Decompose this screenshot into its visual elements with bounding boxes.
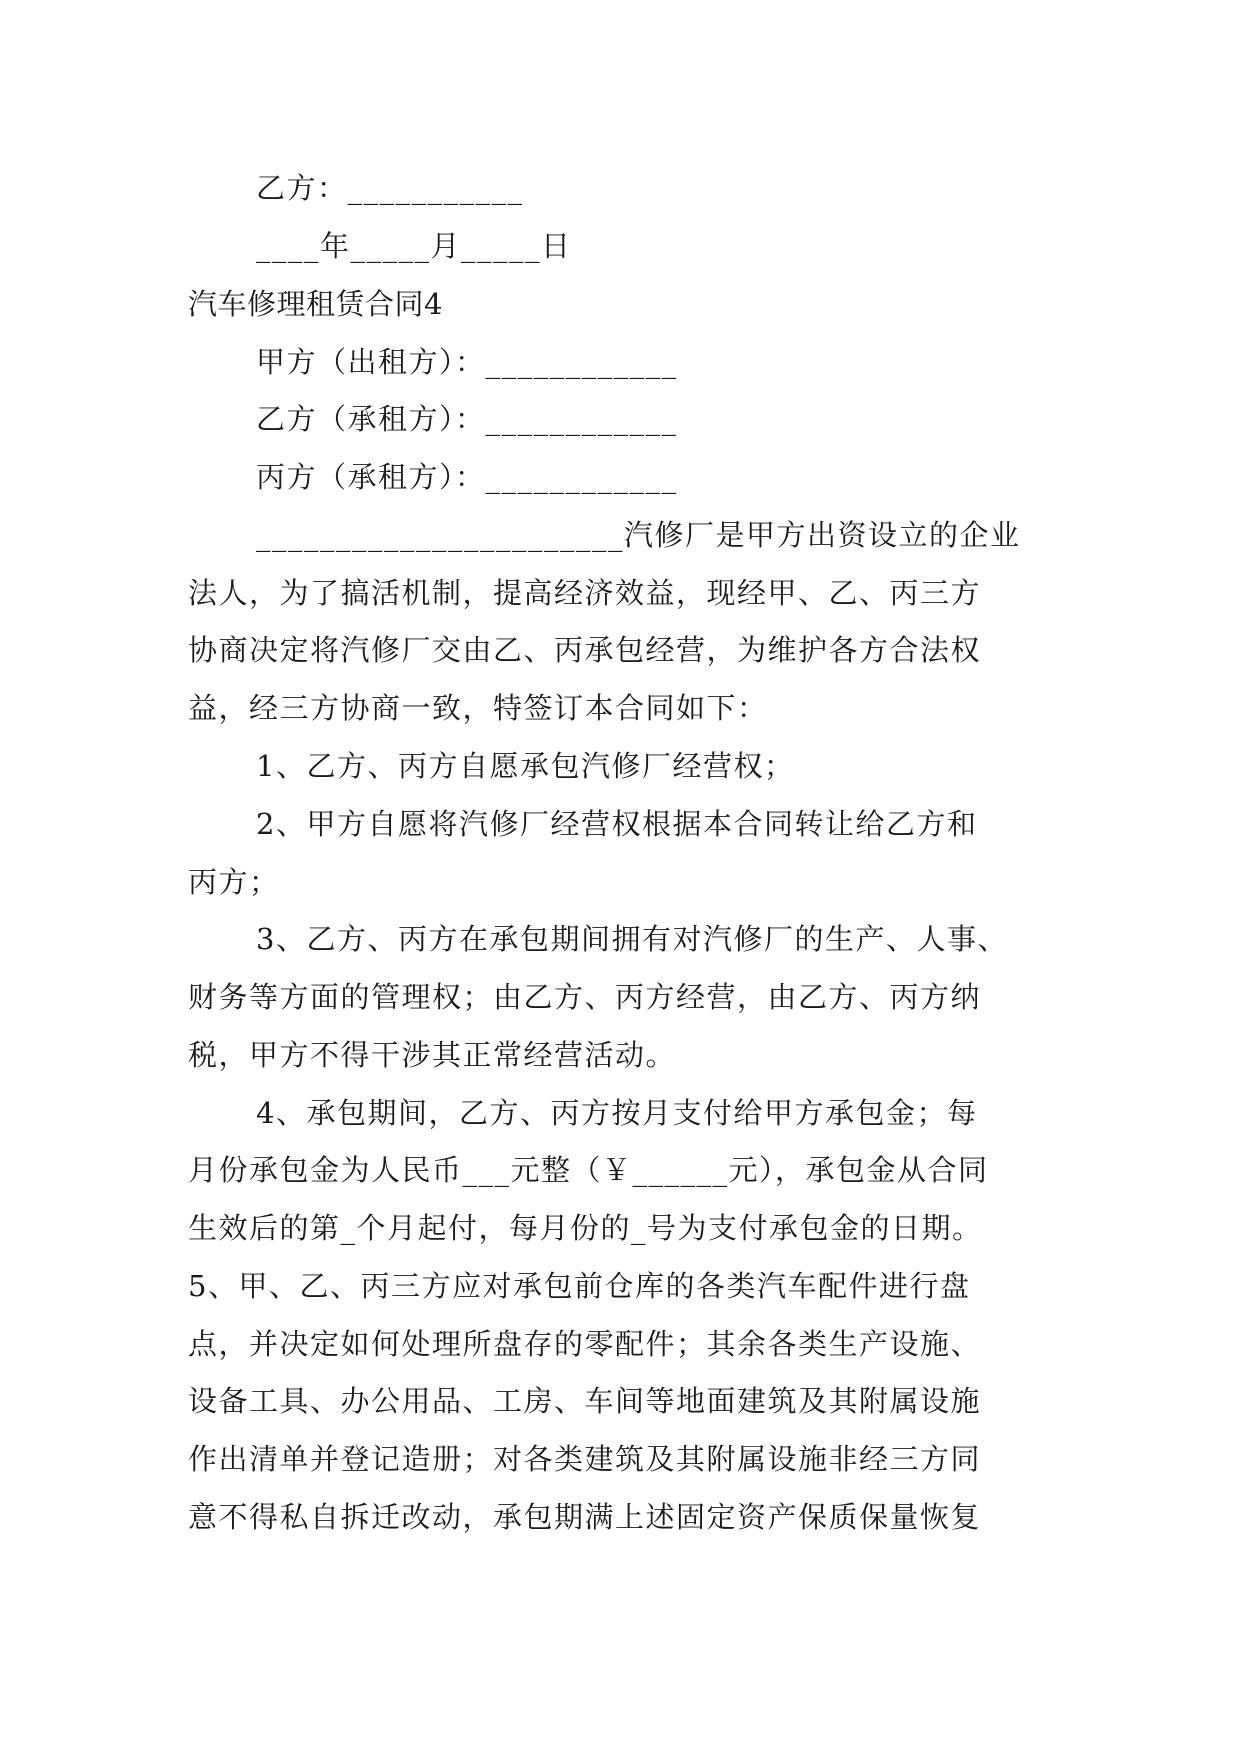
clause-5: 5、甲、乙、丙三方应对承包前仓库的各类汽车配件进行盘 — [188, 1269, 971, 1303]
paragraph-line: 作出清单并登记造册；对各类建筑及其附属设施非经三方同 — [188, 1442, 982, 1476]
paragraph-line: 丙方； — [188, 865, 280, 899]
party-c-line: 丙方（承租方）：____________ — [256, 460, 678, 494]
paragraph-line: 法人，为了搞活机制，提高经济效益，现经甲、乙、丙三方 — [188, 576, 982, 610]
party-b-line: 乙方（承租方）：____________ — [256, 402, 678, 436]
paragraph-line: 设备工具、办公用品、工房、车间等地面建筑及其附属设施 — [188, 1384, 982, 1418]
date-line: ____年_____月_____日 — [256, 229, 572, 263]
party-a-line: 甲方（出租方）：____________ — [256, 345, 678, 379]
clause-1: 1、乙方、丙方自愿承包汽修厂经营权； — [256, 749, 795, 783]
clause-3: 3、乙方、丙方在承包期间拥有对汽修厂的生产、人事、 — [256, 922, 1008, 956]
clause-4: 4、承包期间，乙方、丙方按月支付给甲方承包金；每 — [256, 1096, 978, 1130]
paragraph-line: 点，并决定如何处理所盘存的零配件；其余各类生产设施、 — [188, 1327, 982, 1361]
paragraph-line: 意不得私自拆迁改动，承包期满上述固定资产保质保量恢复 — [188, 1500, 982, 1534]
paragraph-line: 月份承包金为人民币___元整（￥______元），承包金从合同 — [188, 1153, 989, 1187]
clause-2: 2、甲方自愿将汽修厂经营权根据本合同转让给乙方和 — [256, 807, 978, 841]
paragraph-line: 税，甲方不得干涉其正常经营活动。 — [188, 1038, 677, 1072]
paragraph-line: 协商决定将汽修厂交由乙、丙承包经营，为维护各方合法权 — [188, 633, 982, 667]
paragraph-line: _______________________汽修厂是甲方出资设立的企业 — [256, 518, 1021, 552]
paragraph-line: 财务等方面的管理权；由乙方、丙方经营，由乙方、丙方纳 — [188, 980, 982, 1014]
paragraph-line: 益，经三方协商一致，特签订本合同如下： — [188, 691, 768, 725]
paragraph-line: 生效后的第_个月起付，每月份的_号为支付承包金的日期。 — [188, 1211, 983, 1245]
contract-title: 汽车修理租赁合同4 — [188, 287, 443, 321]
party-b-signature-line: 乙方：___________ — [256, 171, 524, 205]
